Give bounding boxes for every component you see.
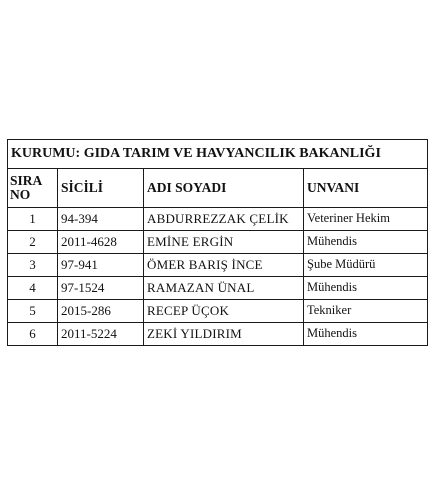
table-row [8, 277, 428, 300]
row-unvan: Şube Müdürü [304, 254, 428, 277]
row-no: 3 [8, 254, 58, 277]
table-title-row [8, 140, 428, 169]
row-unvan: Mühendis [304, 231, 428, 254]
row-name: RAMAZAN ÜNAL [144, 277, 304, 300]
institution-title: KURUMU: GIDA TARIM VE HAVYANCILIK BAKANLIĞI [8, 140, 428, 169]
row-name: ZEKİ YILDIRIM [144, 323, 304, 346]
personnel-table [7, 139, 428, 346]
row-name: ABDURREZZAK ÇELİK [144, 208, 304, 231]
table-header-row [8, 169, 428, 208]
row-unvan: Tekniker [304, 300, 428, 323]
row-name: ÖMER BARIŞ İNCE [144, 254, 304, 277]
row-no: 4 [8, 277, 58, 300]
header-sicili: SİCİLİ [58, 169, 144, 208]
row-sicil: 2011-5224 [58, 323, 144, 346]
row-sicil: 2011-4628 [58, 231, 144, 254]
personnel-table-container [7, 139, 427, 346]
header-sira-line1: SIRA [10, 172, 43, 188]
table-row [8, 323, 428, 346]
row-no: 1 [8, 208, 58, 231]
table-row [8, 231, 428, 254]
header-unvani: UNVANI [304, 169, 428, 208]
row-unvan: Veteriner Hekim [304, 208, 428, 231]
table-row [8, 254, 428, 277]
row-sicil: 97-941 [58, 254, 144, 277]
header-adi-soyadi: ADI SOYADI [144, 169, 304, 208]
row-sicil: 2015-286 [58, 300, 144, 323]
row-sicil: 94-394 [58, 208, 144, 231]
row-name: EMİNE ERGİN [144, 231, 304, 254]
header-sira-no [8, 169, 58, 208]
row-no: 2 [8, 231, 58, 254]
row-no: 6 [8, 323, 58, 346]
row-unvan: Mühendis [304, 277, 428, 300]
table-row [8, 300, 428, 323]
table-row [8, 208, 428, 231]
header-sira-line2: NO [10, 187, 31, 202]
row-sicil: 97-1524 [58, 277, 144, 300]
row-no: 5 [8, 300, 58, 323]
row-name: RECEP ÜÇOK [144, 300, 304, 323]
row-unvan: Mühendis [304, 323, 428, 346]
